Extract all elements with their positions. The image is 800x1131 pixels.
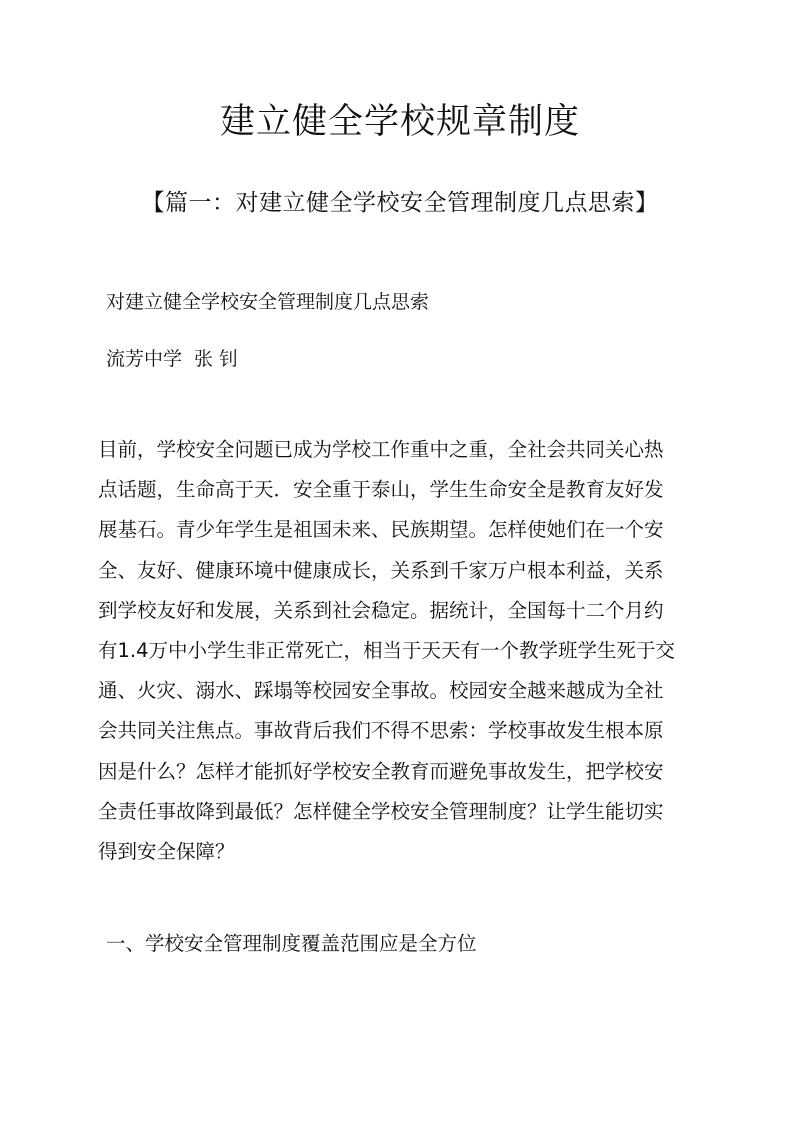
body-line: 通、火灾、溺水、踩塌等校园安全事故。校园安全越来越成为全社 [98,679,664,703]
author-line [106,344,238,371]
author-name: 张 钊 [194,348,239,370]
body-line: 全、友好、健康环境中健康成长，关系到千家万户根本利益，关系 [98,558,664,582]
body-line: 目前，学校安全问题已成为学校工作重中之重，全社会共同关心热 [98,438,664,461]
body-paragraph [98,430,700,872]
body-line: 会共同关注焦点。事故背后我们不得不思索：学校事故发生根本原 [98,719,664,743]
body-line: 有1.4万中小学生非正常死亡，相当于天天有一个教学班学生死于交 [98,639,676,663]
article-title: 对建立健全学校安全管理制度几点思索 [106,291,430,313]
body-line: 到学校友好和发展，关系到社会稳定。据统计，全国每十二个月约 [98,598,664,622]
document-title: 建立健全学校规章制度 [219,102,580,142]
body-line: 因是什么？怎样才能抓好学校安全教育而避免事故发生，把学校安 [98,759,664,783]
section-heading: 一、学校安全管理制度覆盖范围应是全方位 [106,932,477,955]
school-name: 流芳中学 [106,348,183,370]
body-line: 全责任事故降到最低？怎样健全学校安全管理制度？让学生能切实 [98,799,664,823]
body-line: 展基石。青少年学生是祖国未来、民族期望。怎样使她们在一个安 [98,518,664,542]
body-line: 得到安全保障？ [98,840,235,864]
body-line: 点话题，生命高于天．安全重于泰山，学生生命安全是教育友好发 [98,478,664,502]
document-subtitle: 【篇一：对建立健全学校安全管理制度几点思索】 [141,190,659,216]
